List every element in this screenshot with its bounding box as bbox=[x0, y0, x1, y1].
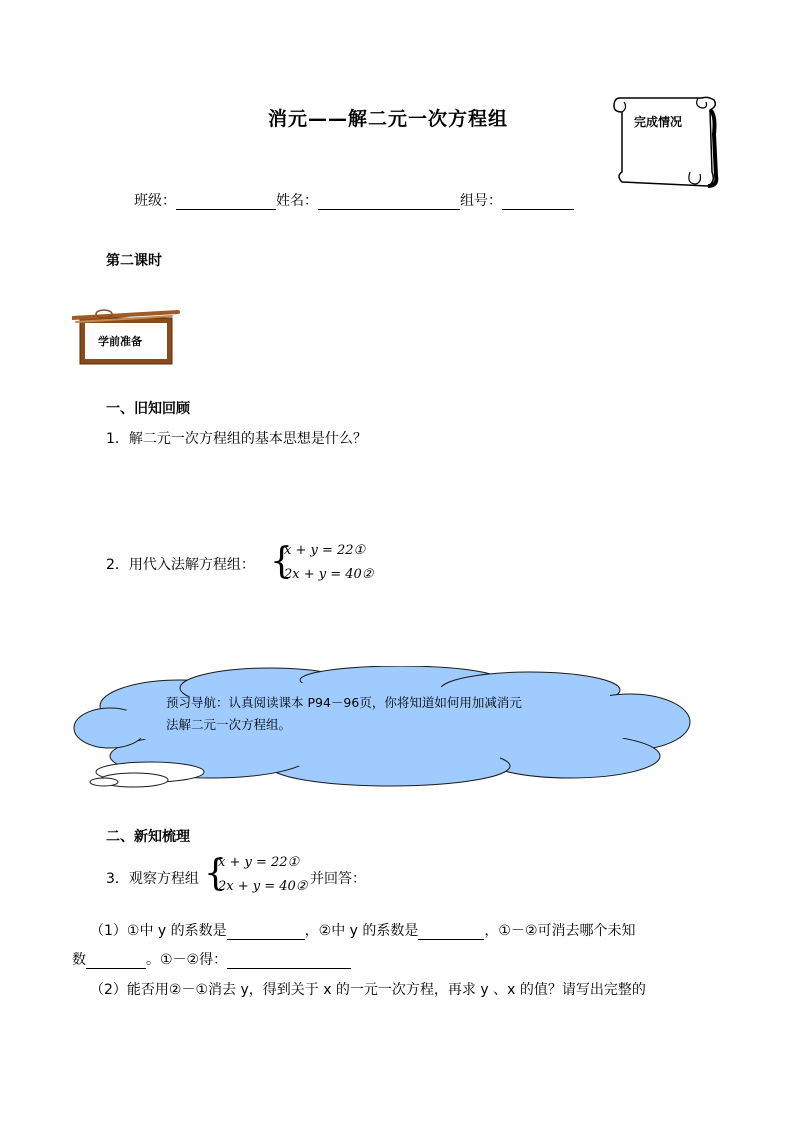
q2-equation-1: x + y = 22① bbox=[284, 543, 366, 558]
q2-equation-2: 2x + y = 40② bbox=[284, 567, 374, 582]
equation-brace: { bbox=[270, 541, 293, 582]
q3-equation-2: 2x + y = 40② bbox=[218, 879, 308, 894]
scroll-icon bbox=[610, 94, 722, 192]
question-1: 1．解二元一次方程组的基本思想是什么？ bbox=[106, 431, 367, 447]
sub1-blank-1[interactable] bbox=[227, 925, 305, 940]
question-3-suffix: 并回答： bbox=[310, 871, 366, 887]
sub-question-2: （2）能否用②－①消去 y，得到关于 x 的一元一次方程，再求 y 、x 的值？请写出完整的 bbox=[90, 982, 646, 998]
name-blank[interactable] bbox=[318, 195, 460, 210]
preview-cloud bbox=[70, 666, 694, 790]
sub1-text-a: （1）①中 y 的系数是 bbox=[90, 923, 227, 939]
sub1-text-c: ，①－②可消去哪个未知 bbox=[484, 923, 636, 939]
cloud-text-line1: 预习导航：认真阅读课本 P94－96页，你将知道如何用加减消元 bbox=[166, 695, 522, 710]
group-blank[interactable] bbox=[502, 195, 574, 210]
question-2-prefix: 2．用代入法解方程组： bbox=[106, 557, 255, 573]
page-title: 消元——解二元一次方程组 bbox=[268, 108, 509, 130]
cloud-icon bbox=[70, 666, 694, 790]
section1-heading: 一、旧知回顾 bbox=[106, 401, 190, 417]
lesson-label: 第二课时 bbox=[106, 253, 162, 269]
class-label: 班级： bbox=[134, 193, 176, 209]
sub-question-1-line1 bbox=[90, 920, 636, 940]
group-label: 组号： bbox=[460, 193, 502, 209]
name-label: 姓名： bbox=[276, 193, 318, 209]
q3-equation-brace: { bbox=[204, 853, 227, 894]
section2-heading: 二、新知梳理 bbox=[106, 829, 190, 845]
completion-label: 完成情况 bbox=[634, 115, 683, 129]
info-line bbox=[134, 190, 574, 210]
sub1-text-d: 数 bbox=[72, 952, 86, 968]
prep-label: 学前准备 bbox=[98, 335, 142, 348]
prep-sign bbox=[72, 306, 182, 368]
sub-question-1-line2 bbox=[72, 949, 351, 969]
completion-scroll bbox=[610, 94, 722, 192]
sub1-blank-2[interactable] bbox=[418, 925, 484, 940]
sub1-blank-4[interactable] bbox=[227, 954, 351, 969]
class-blank[interactable] bbox=[176, 195, 276, 210]
sub1-text-e: 。①－②得： bbox=[146, 952, 228, 968]
cloud-text-line2: 法解二元一次方程组。 bbox=[166, 717, 292, 732]
sub1-text-b: ，②中 y 的系数是 bbox=[304, 923, 419, 939]
q3-equation-1: x + y = 22① bbox=[218, 855, 300, 870]
question-3-prefix: 3．观察方程组 bbox=[106, 871, 199, 887]
sub1-blank-3[interactable] bbox=[86, 954, 146, 969]
